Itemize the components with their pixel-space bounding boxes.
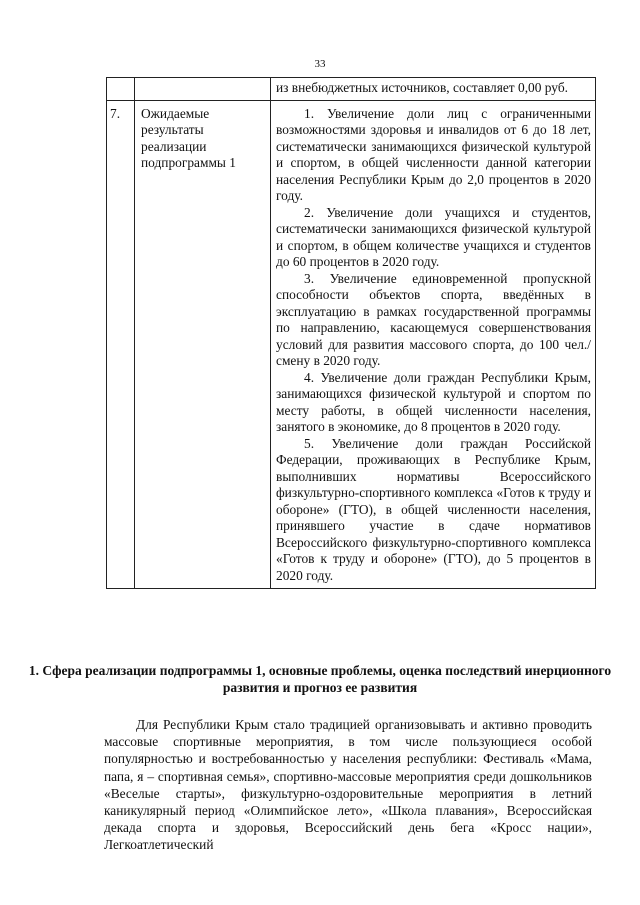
table-cell-continuation: из внебюджетных источников, составляет 0,00 руб. — [271, 78, 596, 101]
row-label: Ожидаемые результаты реализации подпрограммы 1 — [135, 100, 271, 589]
result-item: 2. Увеличение доли учащихся и студентов, систематически занимающихся физической культурой и спортом, в общем количестве учащихся и студентов до 60 процентов в 2020 году. — [276, 204, 591, 269]
program-table — [106, 77, 596, 589]
table-row-expected-results — [107, 100, 596, 589]
table-cell-empty-number — [107, 78, 135, 101]
result-item: 3. Увеличение единовременной пропускной способности объектов спорта, введённых в эксплуатацию в рамках государственной программы по направлению, касающемуся совершенствования условий для развития массового спорта, до 100 чел./смену в 2020 году. — [276, 270, 591, 368]
body-paragraph: Для Республики Крым стало традицией организовывать и активно проводить массовые спортивные мероприятия, в том числе пользующиеся особой популярностью и востребованностью у населения республики: Фестиваль «Мама, папа, я – спортивная семья», спортивно-массовые мероприятия среди дошкольников «Веселые старты», физкультурно-оздоровительные мероприятия в летний каникулярный период «Олимпийское лето», «Школа плавания», Всероссийская декада спорта и здоровья, Всероссийский день бега «Кросс нации», Легкоатлетический — [104, 717, 592, 853]
section-heading: 1. Сфера реализации подпрограммы 1, основные проблемы, оценка последствий инерционного развития и прогноз ее развития — [28, 663, 612, 695]
result-item: 4. Увеличение доли граждан Республики Крым, занимающихся физической культурой и спортом по месту работы, в общей численности населения, занятого в экономике, до 8 процентов в 2020 году. — [276, 369, 591, 434]
result-item: 1. Увеличение доли лиц с ограниченными возможностями здоровья и инвалидов от 6 до 18 лет, систематически занимающихся физической культурой и спортом, в общей численности данной категории населения Республики Крым до 2,0 процентов в 2020 году. — [276, 105, 591, 203]
result-item: 5. Увеличение доли граждан Российской Федерации, проживающих в Республике Крым, выполнивших нормативы Всероссийского физкультурно-спортивного комплекса «Готов к труду и обороне» (ГТО), в общей численности населения, принявшего участие в сдаче нормативов Всероссийского физкультурно-спортивного комплекса «Готов к труду и обороне» (ГТО), до 5 процентов в 2020 году. — [276, 435, 591, 583]
page-number: 33 — [314, 58, 326, 70]
table-cell-empty-label — [135, 78, 271, 101]
table-row-continuation — [107, 78, 596, 101]
results-list — [271, 100, 596, 589]
row-number: 7. — [107, 100, 135, 589]
